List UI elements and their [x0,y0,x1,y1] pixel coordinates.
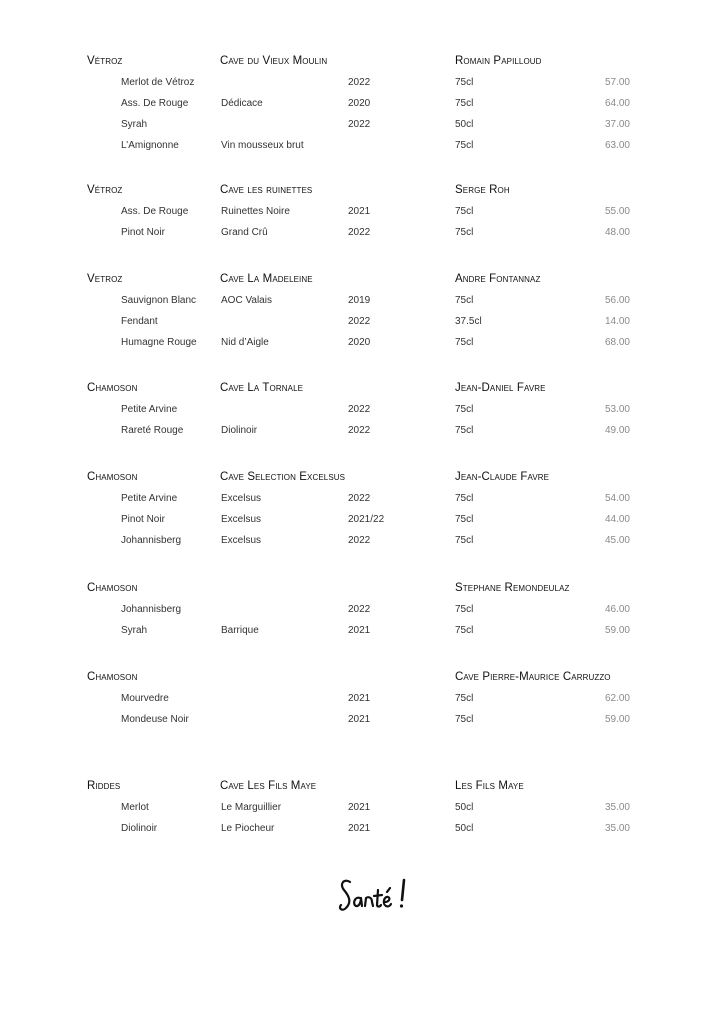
wine-vintage: 2022 [348,493,371,504]
wine-row [0,316,724,332]
wine-name: Petite Arvine [121,493,178,504]
wine-name: Rareté Rouge [121,425,184,436]
wine-price: 62.00 [604,693,630,704]
wine-bottle-size: 75cl [455,604,474,615]
wine-vintage: 2021 [348,714,371,725]
wine-bottle-size: 75cl [455,693,474,704]
wine-price: 59.00 [604,625,630,636]
wine-vintage: 2019 [348,295,371,306]
section-producer: Les Fils Maye [455,780,524,792]
wine-vintage: 2022 [348,604,371,615]
wine-description: AOC Valais [221,295,272,306]
wine-bottle-size: 75cl [455,206,474,217]
wine-name: Mondeuse Noir [121,714,189,725]
wine-description: Excelsus [221,535,262,546]
wine-description: Diolinoir [221,425,258,436]
wine-vintage: 2020 [348,98,371,109]
wine-vintage: 2021 [348,802,371,813]
section-region: Chamoson [87,671,138,683]
wine-bottle-size: 75cl [455,493,474,504]
wine-vintage: 2022 [348,404,371,415]
wine-name: Petite Arvine [121,404,178,415]
section-producer: Jean-Claude Favre [455,471,550,483]
wine-vintage: 2022 [348,535,371,546]
section-producer: Jean-Daniel Favre [455,382,546,394]
section-region: Vétroz [87,184,123,196]
wine-name: Ass. De Rouge [121,98,189,109]
wine-row [0,625,724,641]
wine-vintage: 2022 [348,227,371,238]
wine-bottle-size: 75cl [455,425,474,436]
wine-bottle-size: 75cl [455,337,474,348]
wine-price: 48.00 [604,227,630,238]
section-region: Riddes [87,780,121,792]
wine-row [0,514,724,530]
wine-price: 63.00 [604,140,630,151]
wine-bottle-size: 75cl [455,714,474,725]
section-producer: Cave Pierre-Maurice Carruzzo [455,671,611,683]
wine-price: 53.00 [604,404,630,415]
wine-price: 14.00 [604,316,630,327]
wine-price: 46.00 [604,604,630,615]
wine-row [0,802,724,818]
wine-bottle-size: 75cl [455,625,474,636]
wine-name: Sauvignon Blanc [121,295,197,306]
wine-description: Barrique [221,625,259,636]
wine-description: Ruinettes Noire [221,206,290,217]
section-region: Vétroz [87,55,123,67]
wine-row [0,493,724,509]
wine-price: 49.00 [604,425,630,436]
wine-bottle-size: 37.5cl [455,316,482,327]
section-producer: Stephane Remondeulaz [455,582,570,594]
wine-bottle-size: 75cl [455,140,474,151]
wine-price: 44.00 [604,514,630,525]
wine-vintage: 2021 [348,823,371,834]
wine-price: 64.00 [604,98,630,109]
wine-bottle-size: 75cl [455,535,474,546]
section-cave: Cave les ruinettes [220,184,313,196]
wine-description: Nid d’Aigle [221,337,269,348]
wine-price: 45.00 [604,535,630,546]
wine-description: Grand Crû [221,227,268,238]
wine-price: 54.00 [604,493,630,504]
wine-bottle-size: 75cl [455,295,474,306]
wine-row [0,823,724,839]
section-producer: Serge Roh [455,184,510,196]
wine-vintage: 2021 [348,206,371,217]
wine-row [0,337,724,353]
wine-name: L’Amignonne [121,140,179,151]
section-region: Chamoson [87,582,138,594]
wine-bottle-size: 75cl [455,98,474,109]
wine-name: Humagne Rouge [121,337,197,348]
wine-name: Johannisberg [121,604,182,615]
wine-description: Vin mousseux brut [221,140,304,151]
wine-row [0,714,724,730]
wine-row [0,140,724,156]
section-region: Chamoson [87,382,138,394]
wine-name: Syrah [121,625,148,636]
wine-name: Pinot Noir [121,227,165,238]
wine-price: 37.00 [604,119,630,130]
wine-description: Excelsus [221,514,262,525]
wine-price: 56.00 [604,295,630,306]
wine-name: Fendant [121,316,158,327]
sante-signature-logo [338,872,418,920]
wine-row [0,425,724,441]
wine-name: Syrah [121,119,148,130]
wine-row [0,295,724,311]
wine-price: 55.00 [604,206,630,217]
wine-row [0,98,724,114]
wine-bottle-size: 50cl [455,823,474,834]
wine-price: 35.00 [604,802,630,813]
wine-vintage: 2022 [348,119,371,130]
wine-bottle-size: 75cl [455,227,474,238]
wine-bottle-size: 50cl [455,119,474,130]
wine-name: Ass. De Rouge [121,206,189,217]
wine-name: Diolinoir [121,823,158,834]
wine-row [0,693,724,709]
section-producer: Andre Fontannaz [455,273,541,285]
wine-price: 57.00 [604,77,630,88]
wine-price: 68.00 [604,337,630,348]
wine-vintage: 2020 [348,337,371,348]
section-cave: Cave Selection Excelsus [220,471,346,483]
wine-name: Pinot Noir [121,514,165,525]
wine-row [0,77,724,93]
wine-bottle-size: 75cl [455,514,474,525]
wine-price: 59.00 [604,714,630,725]
wine-name: Merlot de Vétroz [121,77,195,88]
wine-bottle-size: 50cl [455,802,474,813]
section-cave: Cave du Vieux Moulin [220,55,328,67]
section-producer: Romain Papilloud [455,55,542,67]
wine-vintage: 2022 [348,316,371,327]
wine-vintage: 2021/22 [348,514,385,525]
wine-bottle-size: 75cl [455,404,474,415]
wine-row [0,535,724,551]
wine-bottle-size: 75cl [455,77,474,88]
wine-description: Le Piocheur [221,823,275,834]
section-region: Chamoson [87,471,138,483]
wine-description: Dédicace [221,98,263,109]
wine-row [0,206,724,222]
wine-row [0,604,724,620]
section-cave: Cave La Tornale [220,382,304,394]
wine-price: 35.00 [604,823,630,834]
section-cave: Cave Les Fils Maye [220,780,317,792]
wine-row [0,119,724,135]
wine-vintage: 2022 [348,425,371,436]
wine-name: Merlot [121,802,149,813]
wine-vintage: 2021 [348,625,371,636]
wine-row [0,404,724,420]
wine-description: Le Marguillier [221,802,282,813]
wine-description: Excelsus [221,493,262,504]
section-region: Vetroz [87,273,123,285]
wine-vintage: 2021 [348,693,371,704]
wine-vintage: 2022 [348,77,371,88]
wine-row [0,227,724,243]
wine-name: Johannisberg [121,535,182,546]
wine-name: Mourvedre [121,693,169,704]
section-cave: Cave La Madeleine [220,273,313,285]
